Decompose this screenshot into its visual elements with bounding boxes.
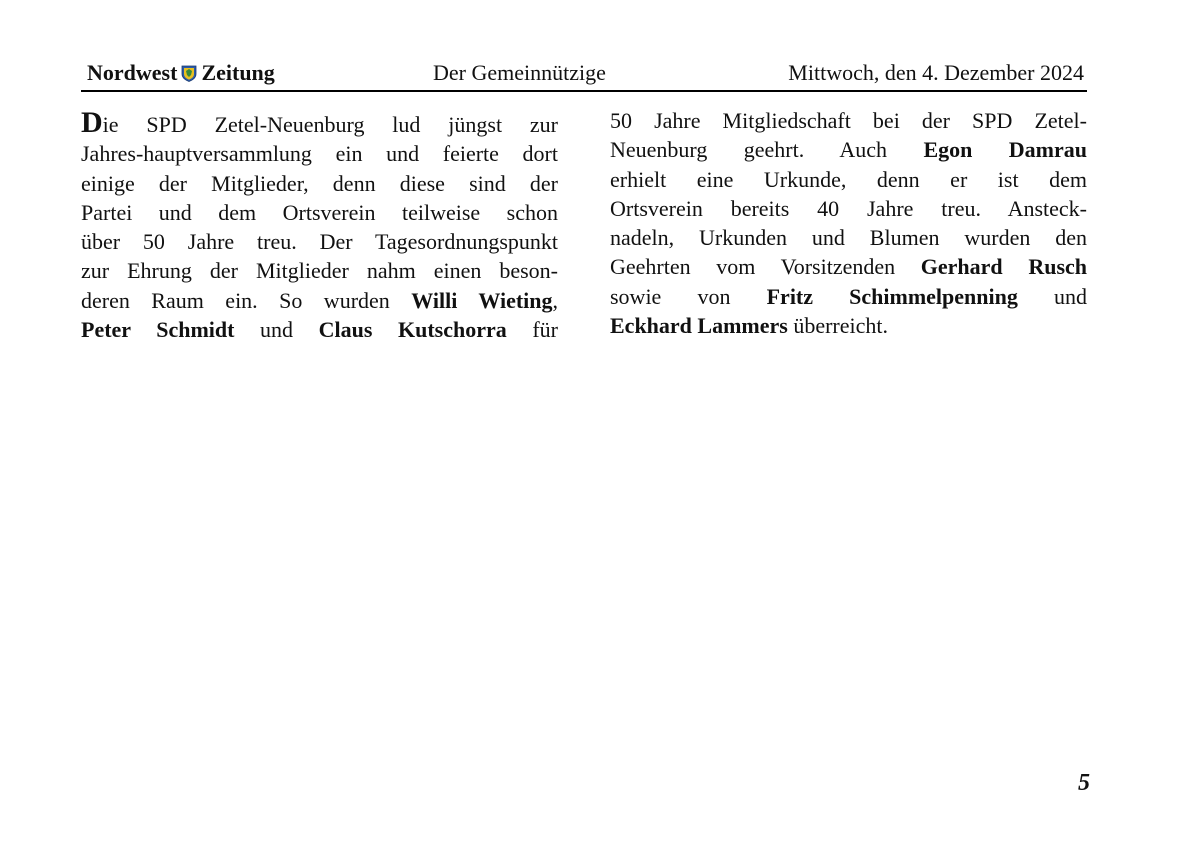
coat-of-arms-icon	[181, 65, 197, 82]
text-line: erhielt eine Urkunde, denn er ist dem	[610, 166, 1087, 192]
brand-left: Nordwest	[87, 60, 178, 85]
presenter-name: Fritz Schimmelpenning	[766, 283, 1018, 309]
text-line: nadeln, Urkunden und Blumen wurden den	[610, 225, 1087, 251]
text-line: 50 Jahre Mitgliedschaft bei der SPD Zetel-	[610, 108, 1087, 133]
text-line: zur Ehrung der Mitglieder nahm einen beson-	[81, 258, 558, 284]
honoree-name: Egon Damrau	[923, 137, 1087, 163]
text-line: Geehrten vom Vorsitzenden Gerhard Rusch	[610, 254, 1088, 280]
text-line: Eckhard Lammers überreicht.	[610, 313, 888, 339]
article-column-left	[81, 106, 559, 344]
text-line: über 50 Jahre treu. Der Tagesordnungspunkt	[81, 229, 558, 255]
honoree-name: Willi Wieting	[411, 287, 553, 313]
text-line: Die SPD Zetel-Neuenburg lud jüngst zur	[81, 106, 558, 139]
text-line: Peter Schmidt und Claus Kutschorra für	[81, 317, 559, 343]
honoree-name: Claus Kutschorra	[318, 317, 507, 343]
article-column-right	[610, 106, 1087, 340]
issue-date: Mittwoch, den 4. Dezember 2024	[788, 60, 1084, 85]
brand-right: Zeitung	[201, 60, 275, 85]
page-number: 5	[1078, 770, 1090, 796]
text-line: einige der Mitglieder, denn diese sind der	[81, 170, 558, 196]
text-line: deren Raum ein. So wurden Willi Wieting,	[81, 287, 559, 313]
newspaper-brand	[87, 60, 275, 86]
drop-cap: D	[81, 106, 103, 139]
page-header	[81, 58, 1087, 92]
chairman-name: Gerhard Rusch	[920, 254, 1088, 280]
text-line: Neuenburg geehrt. Auch Egon Damrau	[610, 137, 1087, 163]
honoree-name: Peter Schmidt	[81, 317, 235, 343]
text-line: Ortsverein bereits 40 Jahre treu. Ansteck-	[610, 195, 1087, 221]
text-line: sowie von Fritz Schimmelpenning und	[610, 283, 1087, 309]
section-title: Der Gemeinnützige	[433, 60, 606, 85]
presenter-name: Eckhard Lammers	[610, 313, 788, 339]
text-line: Partei und dem Ortsverein teilweise schon	[81, 199, 558, 225]
text-line: Jahres-hauptversammlung ein und feierte dort	[81, 141, 558, 167]
